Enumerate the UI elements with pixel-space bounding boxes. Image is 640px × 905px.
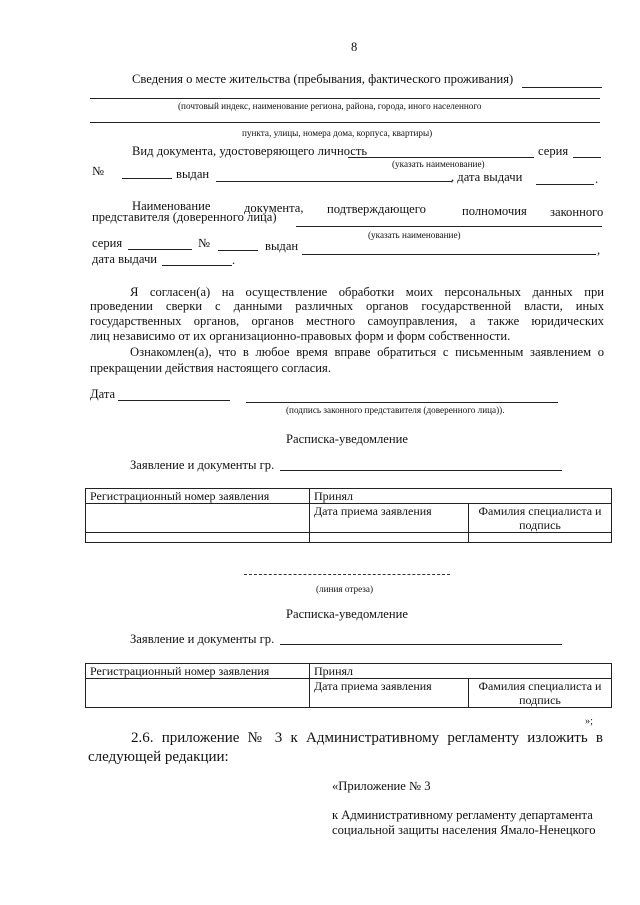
consent-line: государственных органов, органов местного самоуправления, а также юридических — [90, 314, 604, 328]
identity-issued-label: выдан — [176, 167, 210, 181]
cut-line-label: (линия отреза) — [316, 584, 374, 594]
rep-doc-word: Наименование — [132, 199, 211, 213]
consent-line: Я согласен(а) на осуществление обработки моих персональных данных при — [130, 285, 604, 299]
table-row — [86, 489, 612, 504]
date-label: Дата — [90, 387, 116, 401]
receipt-statement-label: Заявление и документы гр. — [130, 458, 275, 472]
identity-doc-type-field[interactable] — [348, 157, 534, 158]
specialist-header-2: подпись — [519, 518, 561, 532]
rep-issued-label: выдан — [265, 239, 299, 253]
accepted-header: Принял — [310, 489, 612, 504]
receipt-title: Расписка-уведомление — [286, 607, 408, 621]
specialist-value[interactable] — [469, 533, 612, 543]
rep-doc-word: документа, — [244, 201, 304, 215]
reg-number-header: Регистрационный номер заявления — [86, 489, 310, 504]
identity-number-sign: № — [92, 164, 105, 178]
reg-number-cell[interactable] — [86, 679, 310, 708]
consent-line: проведении сверки с данными различных органов государственной власти, иных — [90, 299, 604, 313]
page-number: 8 — [351, 40, 358, 54]
identity-series-field[interactable] — [573, 157, 601, 158]
residence-label: Сведения о месте жительства (пребывания, фактического проживания) — [132, 72, 514, 86]
reg-number-cell[interactable] — [86, 504, 310, 533]
appendix-line-2: социальной защиты населения Ямало-Ненецкого — [332, 823, 596, 837]
rep-doc-word: полномочия — [462, 204, 527, 218]
rep-number-sign: № — [198, 236, 211, 250]
accept-date-value[interactable] — [310, 533, 469, 543]
receipt-table — [85, 488, 612, 543]
rep-doc-word: подтверждающего — [327, 202, 426, 216]
appendix-line-1: к Административному регламенту департамента — [332, 808, 593, 822]
residence-field-1[interactable] — [522, 87, 602, 88]
residence-field-2[interactable] — [90, 98, 600, 99]
signature-field[interactable] — [246, 402, 558, 403]
rep-comma: , — [597, 243, 601, 257]
identity-doc-hint: (указать наименование) — [392, 159, 485, 169]
residence-field-3[interactable] — [90, 122, 600, 123]
consent-line: лиц независимо от их организационно-правовых форм и форм собственности. — [90, 329, 511, 343]
rep-period: . — [232, 253, 236, 267]
reg-number-value[interactable] — [86, 533, 310, 543]
identity-period: . — [595, 172, 599, 186]
receipt-name-field[interactable] — [280, 470, 562, 471]
consent-line: Ознакомлен(а), что в любое время вправе обратиться с письменным заявлением о — [130, 345, 604, 359]
specialist-header-1: Фамилия специалиста и — [478, 679, 602, 693]
residence-hint-2: пункта, улицы, номера дома, корпуса, квартиры) — [242, 128, 433, 138]
cut-line — [244, 574, 450, 575]
appendix-title: «Приложение № 3 — [332, 779, 431, 793]
receipt-statement-label: Заявление и документы гр. — [130, 632, 275, 646]
specialist-header-2: подпись — [519, 693, 561, 707]
identity-issue-date-label: , дата выдачи — [451, 170, 523, 184]
date-field[interactable] — [118, 400, 230, 401]
rep-number-field[interactable] — [218, 250, 258, 251]
table-row — [86, 504, 612, 533]
accepted-header: Принял — [310, 664, 612, 679]
closing-quote: »; — [585, 716, 593, 727]
rep-issue-date-field[interactable] — [162, 265, 232, 266]
table-row — [86, 664, 612, 679]
rep-doc-name-field[interactable] — [296, 226, 602, 227]
rep-doc-hint: (указать наименование) — [368, 230, 461, 240]
residence-hint-1: (почтовый индекс, наименование региона, района, города, иного населенного — [178, 101, 482, 111]
reg-number-header: Регистрационный номер заявления — [86, 664, 310, 679]
table-row — [86, 533, 612, 543]
receipt-table — [85, 663, 612, 708]
identity-doc-label: Вид документа, удостоверяющего личность — [132, 144, 368, 158]
signature-hint: (подпись законного представителя (доверенного лица)). — [286, 405, 505, 415]
amendment-line-2: следующей редакции: — [88, 749, 229, 765]
identity-series-label: серия — [538, 144, 569, 158]
rep-issue-date-label: дата выдачи — [92, 252, 158, 266]
specialist-header-1: Фамилия специалиста и — [478, 504, 602, 518]
accept-date-header: Дата приема заявления — [310, 679, 469, 708]
amendment-line-1: 2.6. приложение № 3 к Административному регламенту изложить в — [131, 730, 603, 746]
consent-line: прекращении действия настоящего согласия. — [90, 361, 331, 375]
table-row — [86, 679, 612, 708]
receipt-name-field[interactable] — [280, 644, 562, 645]
identity-issue-date-field[interactable] — [536, 184, 594, 185]
receipt-title: Расписка-уведомление — [286, 432, 408, 446]
rep-series-field[interactable] — [128, 249, 192, 250]
rep-issued-field[interactable] — [302, 254, 596, 255]
rep-doc-word: законного — [550, 205, 604, 219]
identity-number-field[interactable] — [122, 178, 172, 179]
identity-issued-field[interactable] — [216, 181, 452, 182]
accept-date-header: Дата приема заявления — [310, 504, 469, 533]
rep-doc-line2: представителя (доверенного лица) — [92, 210, 277, 224]
rep-series-label: серия — [92, 236, 123, 250]
